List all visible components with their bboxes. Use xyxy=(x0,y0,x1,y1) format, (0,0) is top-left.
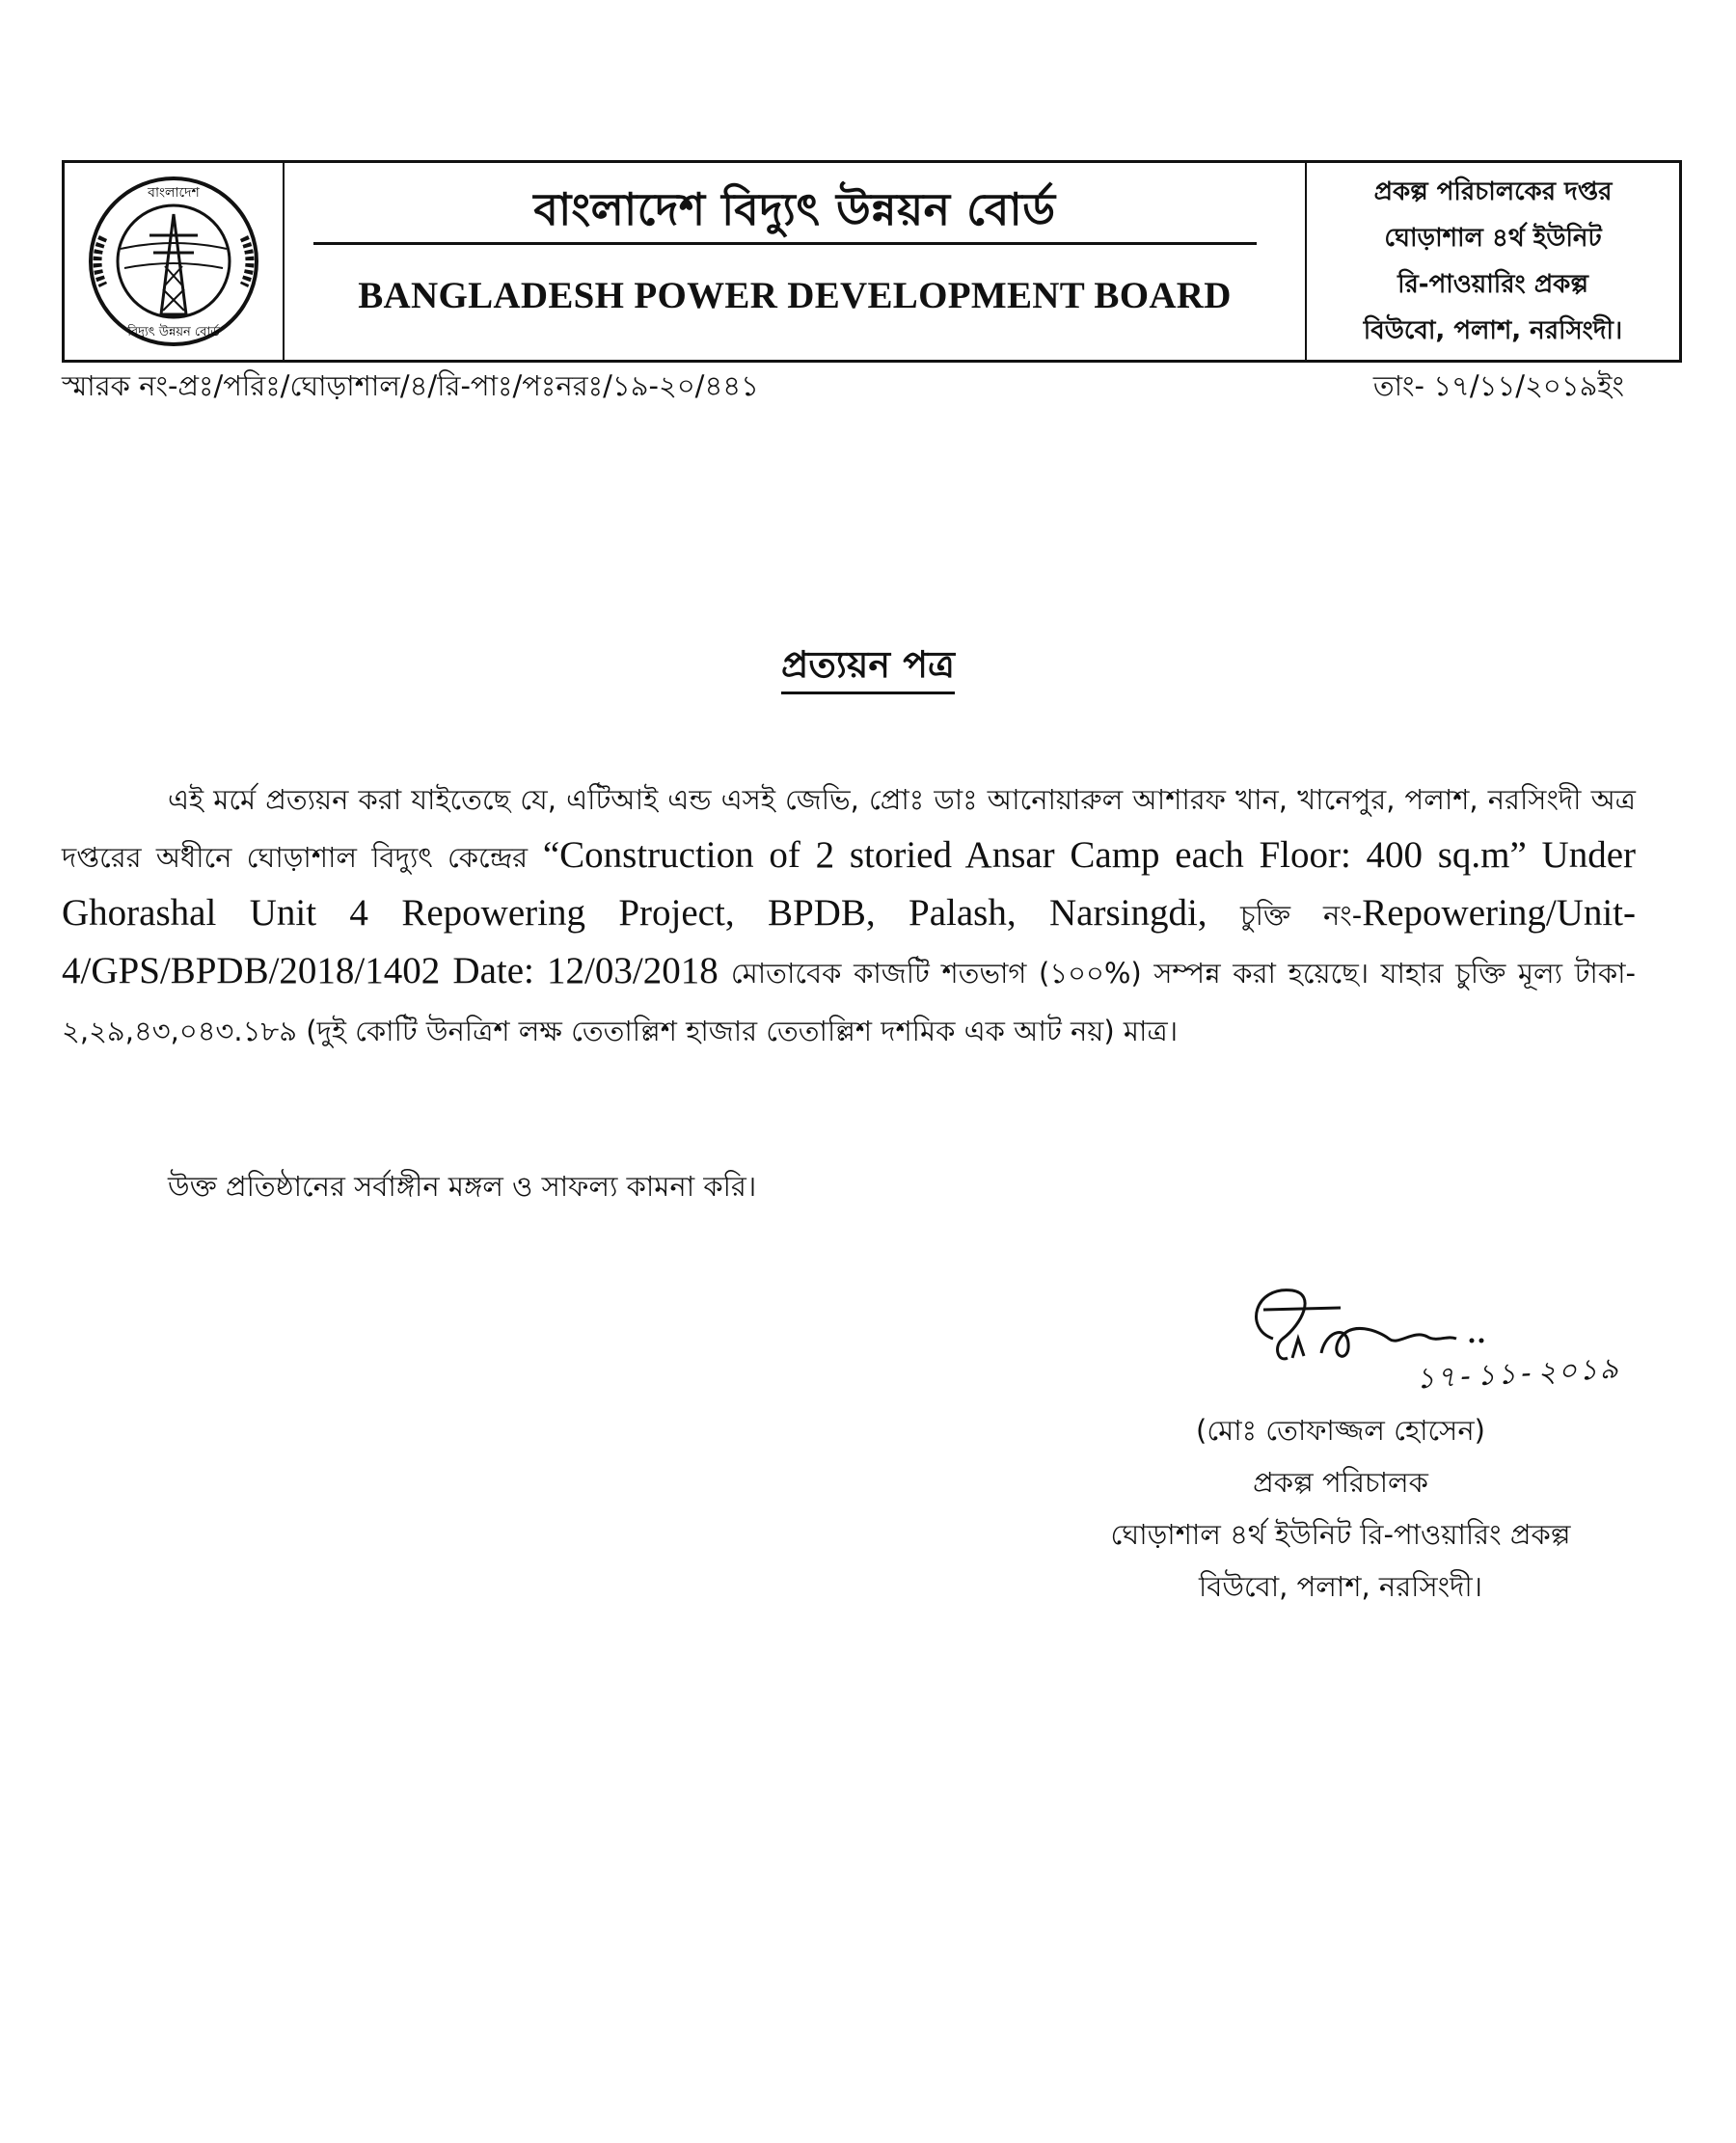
memo-row xyxy=(62,365,1682,412)
para-english-part-b: Repowering/Unit-4/GPS/BPDB/2018/1402 Date: 12/03/2018 xyxy=(62,892,1636,991)
memo-date: তাং- ১৭/১১/২০১৯ইং xyxy=(1372,369,1624,402)
signatory-designation: প্রকল্প পরিচালক xyxy=(1253,1466,1428,1499)
para-english-part-a: “Construction of 2 storied Ansar Camp each Floor: 400 sq.m” Under Ghorashal Unit 4 Repowering Project, BPDB, Palash, Narsingdi, xyxy=(62,834,1636,934)
signatory-name: (মোঃ তোফাজ্জল হোসেন) xyxy=(1196,1414,1485,1447)
org-title-english: BANGLADESH POWER DEVELOPMENT BOARD xyxy=(358,275,1232,316)
svg-text:বিদ্যুৎ উন্নয়ন বোর্ড: বিদ্যুৎ উন্নয়ন বোর্ড xyxy=(127,325,220,339)
para-bangla-part-b: চুক্তি নং- xyxy=(1239,899,1363,932)
heading-text: প্রত্যয়ন পত্র xyxy=(781,643,955,694)
office-line-1: প্রকল্প পরিচালকের দপ্তর xyxy=(1373,177,1613,206)
office-address-cell xyxy=(1307,163,1679,360)
document-heading xyxy=(0,637,1736,698)
signatory-office: ঘোড়াশাল ৪র্থ ইউনিট রি-পাওয়ারিং প্রকল্প xyxy=(1110,1518,1571,1551)
para-bangla-part-a: এই মর্মে প্রত্যয়ন করা যাইতেছে যে, এটিআই এন্ড এসই জেভি, প্রোঃ ডাঃ আনোয়ারুল আশারফ খান, খানেপুর, পলাশ, নরসিংদী অত্র দপ্তরের অধীনে ঘোড়াশাল বিদ্যুৎ কেন্দ্রের xyxy=(62,783,1636,874)
signature-date: ১৭-১১-২০১৯ xyxy=(1415,1351,1621,1397)
svg-text:বাংলাদেশ: বাংলাদেশ xyxy=(148,185,200,201)
signatory-address: বিউবো, পলাশ, নরসিংদী। xyxy=(1198,1570,1483,1603)
title-divider xyxy=(313,242,1257,245)
letterhead xyxy=(62,160,1682,363)
memo-reference: স্মারক নং-প্রঃ/পরিঃ/ঘোড়াশাল/৪/রি-পাঃ/পঃনরঃ/১৯-২০/৪৪১ xyxy=(62,369,759,402)
office-line-4: বিউবো, পলাশ, নরসিংদী। xyxy=(1363,316,1623,345)
para-bangla-part-c: মোতাবেক কাজটি শতভাগ (১০০%) সম্পন্ন করা হয়েছে। যাহার চুক্তি মূল্য টাকা- ২,২৯,৪৩,০৪৩.১৮৯ (দুই কোটি উনত্রিশ লক্ষ তেতাল্লিশ হাজার তেতাল্লিশ দশমিক এক আট নয়) মাত্র। xyxy=(62,957,1637,1047)
org-title-bangla: বাংলাদেশ বিদ্যুৎ উন্নয়ন বোর্ড xyxy=(533,183,1056,235)
title-cell xyxy=(285,163,1307,360)
office-line-3: রি-পাওয়ারিং প্রকল্প xyxy=(1397,270,1588,299)
certificate-paragraph xyxy=(62,770,1636,1059)
closing-line: উক্ত প্রতিষ্ঠানের সর্বাঙ্গীন মঙ্গল ও সাফল্য কামনা করি। xyxy=(168,1170,757,1203)
bpdb-logo-icon xyxy=(82,170,265,353)
signature-block xyxy=(1022,1404,1659,1613)
office-line-2: ঘোড়াশাল ৪র্থ ইউনিট xyxy=(1384,224,1602,253)
logo-cell xyxy=(65,163,285,360)
